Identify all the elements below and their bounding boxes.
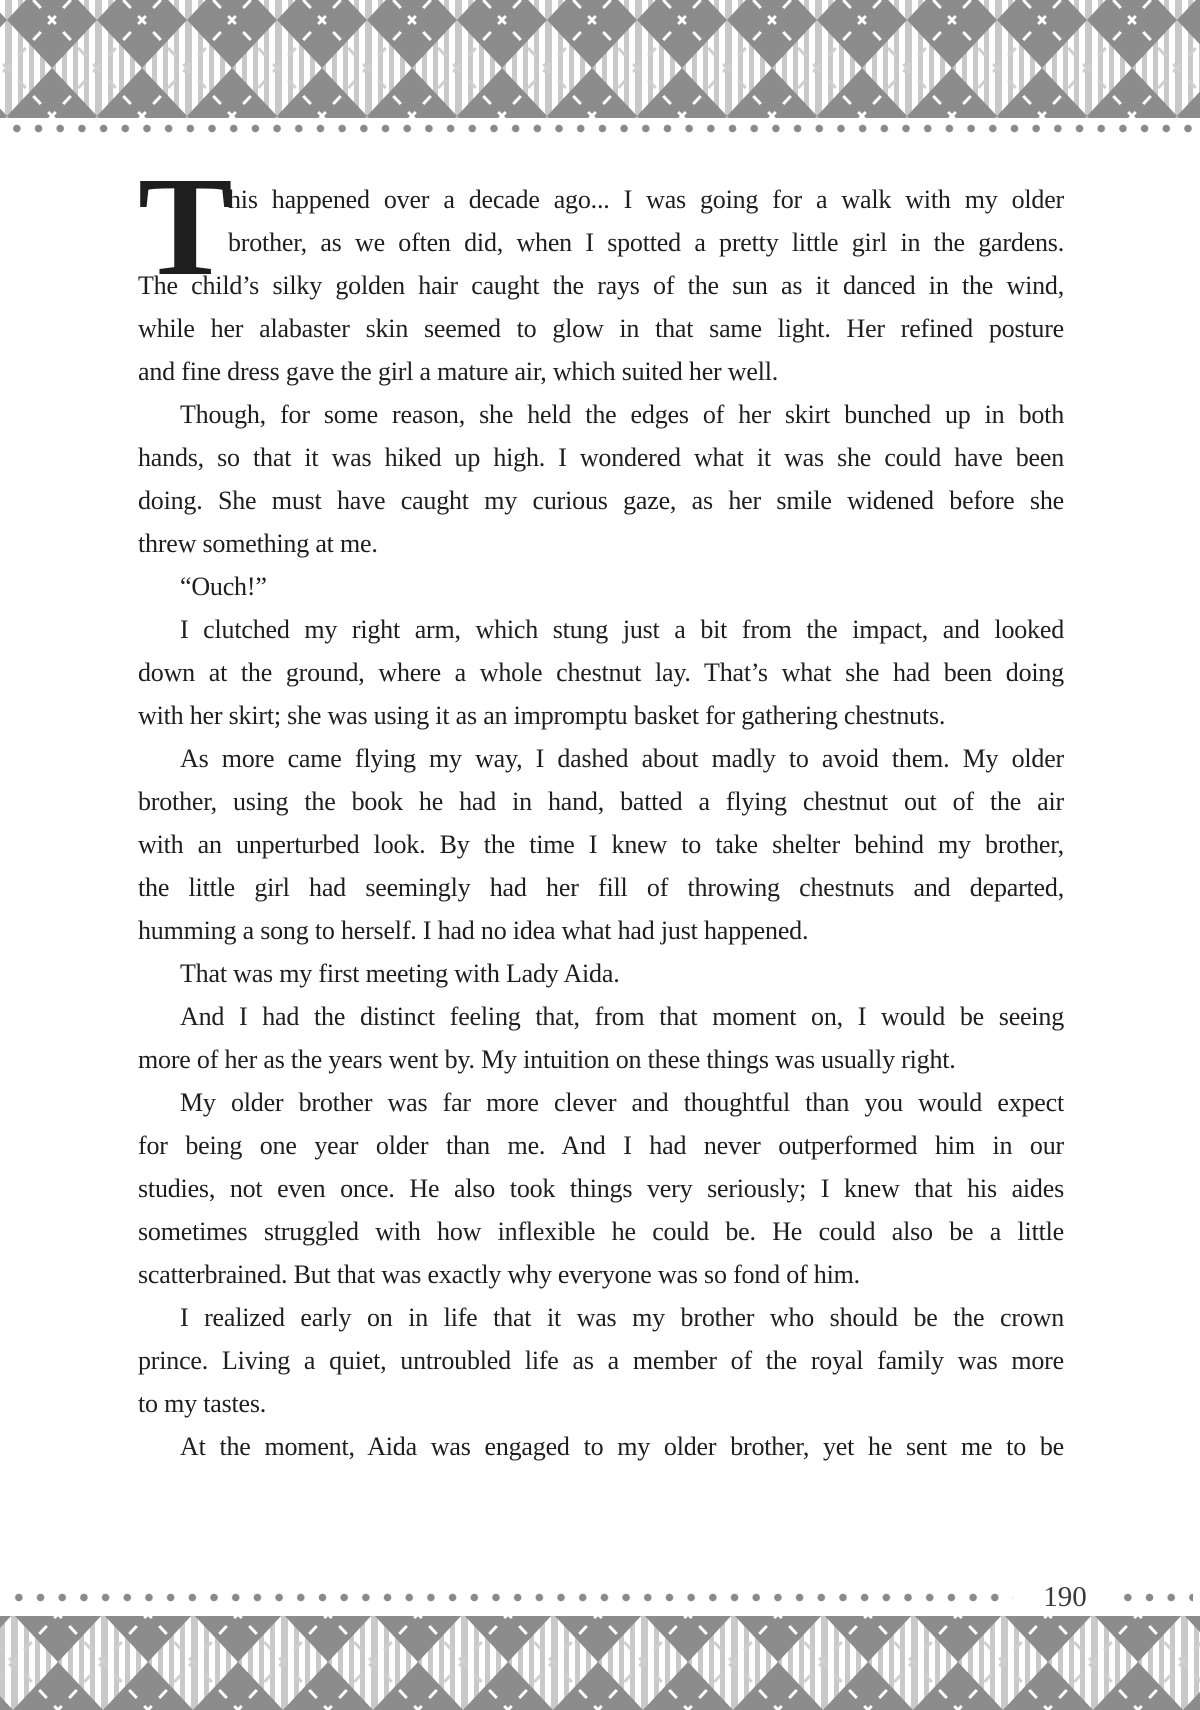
text-line: scatterbrained. But that was exactly why everyone was so fond of him. (138, 1260, 860, 1289)
text-line: studies, not even once. He also took things very seriously; I knew that his aides (138, 1174, 1064, 1203)
text-line: down at the ground, where a whole chestnut lay. That’s what she had been doing (138, 658, 1064, 687)
text-line: while her alabaster skin seemed to glow in that same light. Her refined posture (138, 314, 1064, 343)
text-line: for being one year older than me. And I had never outperformed him in our (138, 1131, 1064, 1160)
argyle-pattern-top-svg (0, 0, 1200, 118)
argyle-border-top (0, 0, 1200, 118)
text-line: and fine dress gave the girl a mature air, which suited her well. (138, 357, 779, 386)
text-line: sometimes struggled with how inflexible he could be. He could also be a little (138, 1217, 1064, 1246)
text-line: humming a song to herself. I had no idea what had just happened. (138, 916, 809, 945)
text-line: with an unperturbed look. By the time I knew to take shelter behind my brother, (138, 830, 1064, 859)
argyle-border-bottom (0, 1616, 1200, 1710)
text-line: That was my first meeting with Lady Aida. (180, 959, 620, 988)
paragraph (138, 393, 1064, 565)
text-line: I clutched my right arm, which stung just a bit from the impact, and looked (180, 615, 1064, 644)
text-line: And I had the distinct feeling that, from that moment on, I would be seeing (180, 1002, 1064, 1031)
text-line: the little girl had seemingly had her fill of throwing chestnuts and departed, (138, 873, 1064, 902)
dotted-divider-bottom-right (1117, 1591, 1193, 1604)
text-line: hands, so that it was hiked up high. I wondered what it was she could have been (138, 443, 1064, 472)
text-line: As more came flying my way, I dashed about madly to avoid them. My older (180, 744, 1064, 773)
paragraph (138, 995, 1064, 1081)
page-number: 190 (1043, 1581, 1087, 1613)
paragraph (138, 952, 1064, 995)
text-line: prince. Living a quiet, untroubled life as a member of the royal family was more (138, 1346, 1064, 1375)
text-line: with her skirt; she was using it as an impromptu basket for gathering chestnuts. (138, 701, 946, 730)
text-line: doing. She must have caught my curious gaze, as her smile widened before she (138, 486, 1064, 515)
text-block (138, 147, 1064, 1468)
text-line: brother, using the book he had in hand, batted a flying chestnut out of the air (138, 787, 1064, 816)
text-line: Though, for some reason, she held the edges of her skirt bunched up in both (180, 400, 1064, 429)
paragraph (138, 737, 1064, 952)
dotted-divider-bottom-left (8, 1591, 1013, 1604)
text-line: brother, as we often did, when I spotted a pretty little girl in the gardens. (228, 228, 1064, 257)
text-line: threw something at me. (138, 529, 378, 558)
paragraph (138, 1425, 1064, 1468)
argyle-pattern-bottom-svg (0, 1616, 1200, 1710)
paragraph (138, 608, 1064, 737)
text-line: his happened over a decade ago... I was going for a walk with my older (228, 185, 1064, 214)
paragraph (138, 565, 1064, 608)
paragraph (138, 1296, 1064, 1425)
text-line: I realized early on in life that it was my brother who should be the crown (180, 1303, 1064, 1332)
text-line: “Ouch!” (180, 572, 267, 601)
text-line: more of her as the years went by. My intuition on these things was usually right. (138, 1045, 956, 1074)
text-line: to my tastes. (138, 1389, 267, 1418)
paragraph (138, 1081, 1064, 1296)
dotted-divider-top (6, 122, 1194, 135)
text-line: The child’s silky golden hair caught the rays of the sun as it danced in the wind, (138, 271, 1064, 300)
paragraph (138, 147, 1064, 393)
text-line: My older brother was far more clever and thoughtful than you would expect (180, 1088, 1064, 1117)
text-line: At the moment, Aida was engaged to my older brother, yet he sent me to be (180, 1432, 1064, 1461)
drop-cap: T (138, 147, 233, 305)
